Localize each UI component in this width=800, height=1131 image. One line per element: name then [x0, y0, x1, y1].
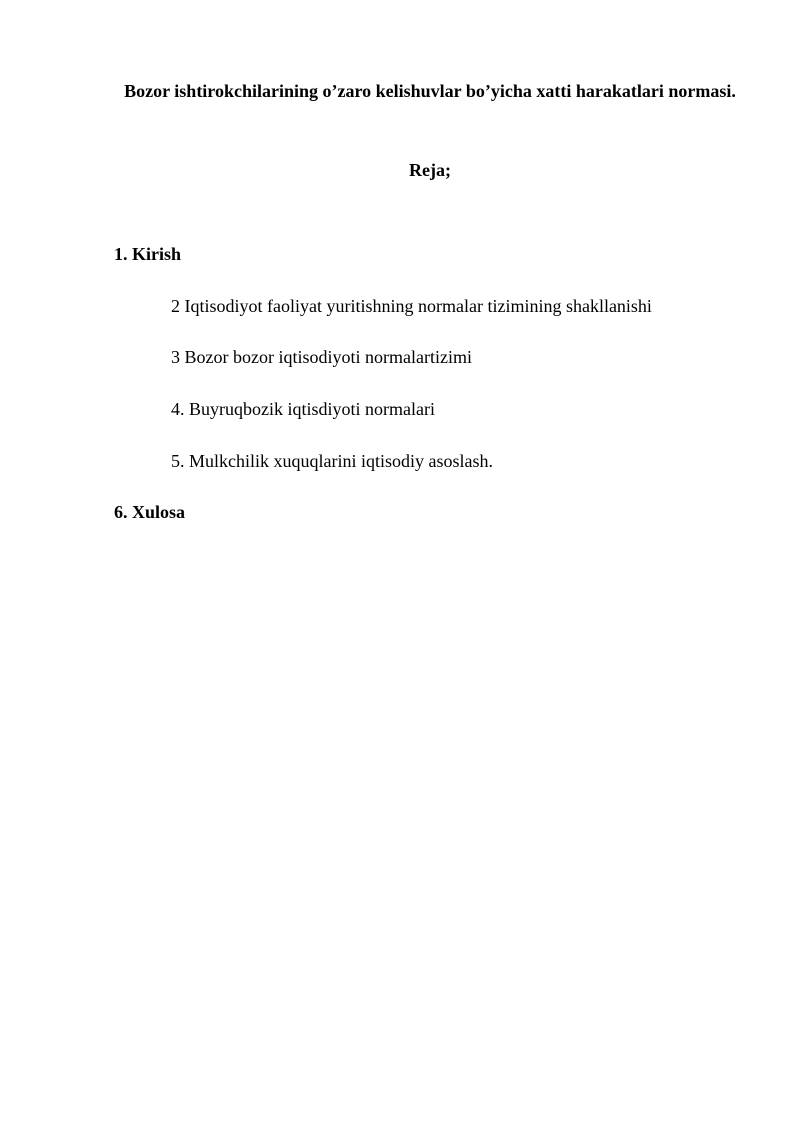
plan-item-5: 5. Mulkchilik xuquqlarini iqtisodiy asoslash.: [171, 451, 493, 471]
plan-heading: Reja;: [409, 160, 451, 180]
plan-item-conclusion: 6. Xulosa: [114, 502, 186, 522]
document-title: Bozor ishtirokchilarining o’zaro kelishuvlar bo’yicha xatti harakatlari normasi.: [124, 81, 736, 101]
plan-item-3: 3 Bozor bozor iqtisodiyoti normalartizimi: [171, 347, 472, 367]
plan-item-4: 4. Buyruqbozik iqtisdiyoti normalari: [171, 399, 435, 419]
plan-item-intro: 1. Kirish: [114, 244, 182, 264]
plan-item-2: 2 Iqtisodiyot faoliyat yuritishning normalar tizimining shakllanishi: [171, 296, 652, 316]
